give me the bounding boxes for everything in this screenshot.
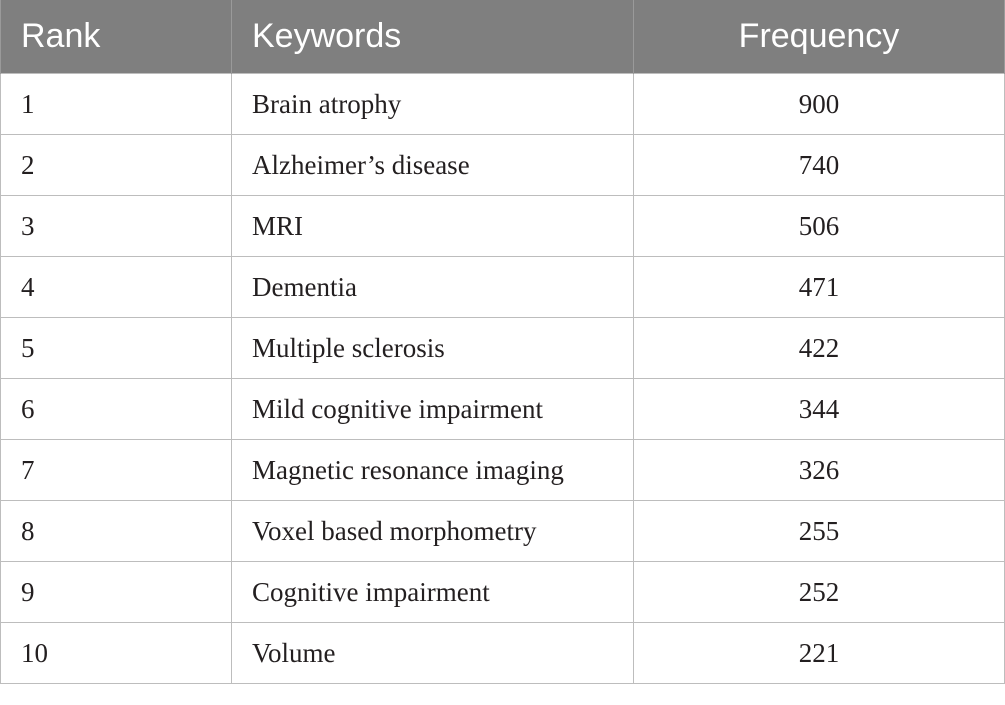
keyword-cell: Volume — [232, 623, 634, 684]
table-row — [1, 318, 1005, 379]
frequency-cell: 471 — [634, 257, 1005, 318]
frequency-cell: 326 — [634, 440, 1005, 501]
keyword-cell: Mild cognitive impairment — [232, 379, 634, 440]
header-frequency: Frequency — [634, 0, 1005, 74]
table-row — [1, 562, 1005, 623]
keyword-cell: Magnetic resonance imaging — [232, 440, 634, 501]
rank-cell: 8 — [1, 501, 232, 562]
table-row — [1, 379, 1005, 440]
frequency-cell: 221 — [634, 623, 1005, 684]
keyword-cell: Voxel based morphometry — [232, 501, 634, 562]
rank-cell: 9 — [1, 562, 232, 623]
header-rank: Rank — [1, 0, 232, 74]
table-row — [1, 440, 1005, 501]
keyword-cell: Cognitive impairment — [232, 562, 634, 623]
table-row — [1, 257, 1005, 318]
frequency-cell: 344 — [634, 379, 1005, 440]
table-row — [1, 623, 1005, 684]
table-row — [1, 196, 1005, 257]
rank-cell: 4 — [1, 257, 232, 318]
frequency-cell: 740 — [634, 135, 1005, 196]
frequency-cell: 900 — [634, 74, 1005, 135]
rank-cell: 1 — [1, 74, 232, 135]
rank-cell: 5 — [1, 318, 232, 379]
keyword-cell: Dementia — [232, 257, 634, 318]
rank-cell: 2 — [1, 135, 232, 196]
keyword-cell: MRI — [232, 196, 634, 257]
header-keywords: Keywords — [232, 0, 634, 74]
rank-cell: 10 — [1, 623, 232, 684]
frequency-cell: 422 — [634, 318, 1005, 379]
frequency-cell: 252 — [634, 562, 1005, 623]
frequency-cell: 506 — [634, 196, 1005, 257]
table-row — [1, 135, 1005, 196]
table-row — [1, 501, 1005, 562]
table-body — [1, 74, 1005, 684]
frequency-cell: 255 — [634, 501, 1005, 562]
rank-cell: 3 — [1, 196, 232, 257]
table-header — [1, 0, 1005, 74]
keyword-cell: Alzheimer’s disease — [232, 135, 634, 196]
keyword-cell: Multiple sclerosis — [232, 318, 634, 379]
header-row — [1, 0, 1005, 74]
rank-cell: 7 — [1, 440, 232, 501]
rank-cell: 6 — [1, 379, 232, 440]
keyword-cell: Brain atrophy — [232, 74, 634, 135]
table-row — [1, 74, 1005, 135]
